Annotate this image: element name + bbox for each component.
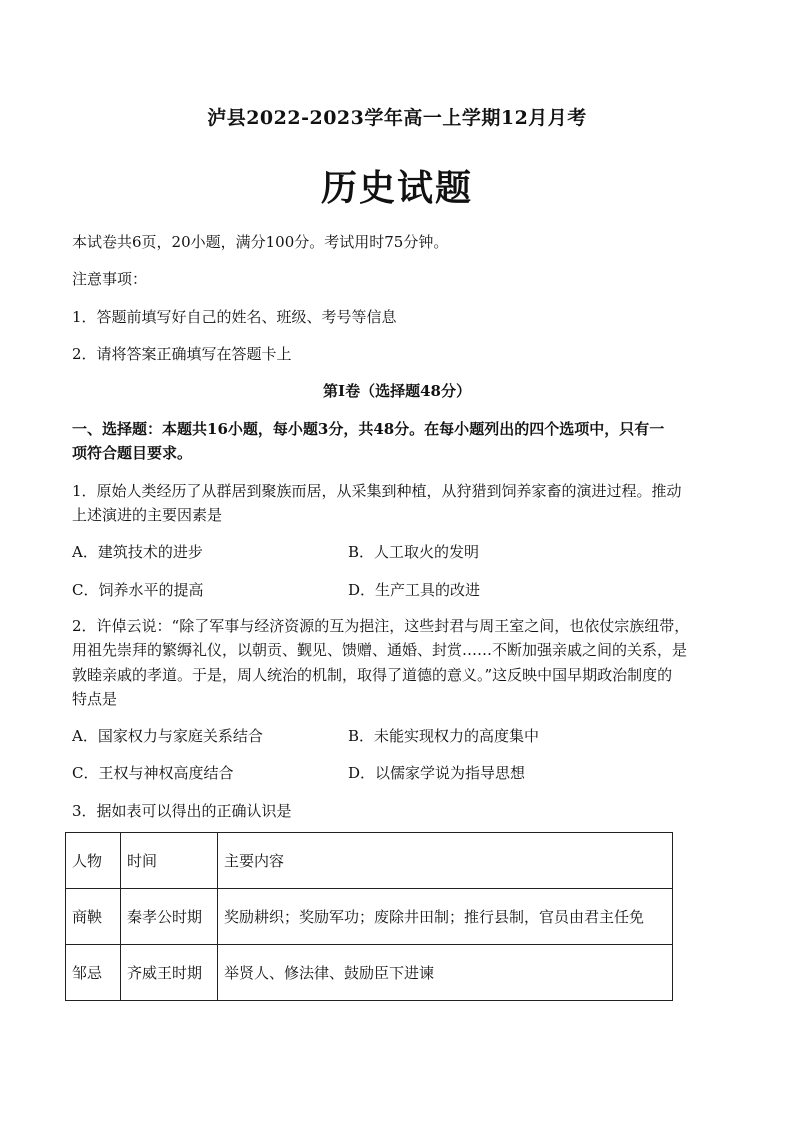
table-cell: 秦孝公时期 — [121, 889, 218, 945]
section-instruction-line: 项符合题目要求。 — [72, 444, 193, 462]
table-cell: 齐威王时期 — [121, 945, 218, 1001]
question-2-option-b: B．未能实现权力的高度集中 — [348, 727, 540, 745]
question-1-option-a: A．建筑技术的进步 — [72, 543, 203, 561]
exam-title: 历史试题 — [320, 167, 473, 209]
section-instruction-line: 一、选择题：本题共16小题，每小题3分，共48分。在每小题列出的四个选项中，只有一 — [72, 420, 665, 438]
question-2-line: 用祖先崇拜的繁缛礼仪，以朝贡、觐见、馈赠、通婚、封赏……不断加强亲戚之间的关系，是 — [72, 641, 688, 659]
section-heading: 第I卷（选择题48分） — [323, 382, 471, 400]
table-row — [66, 889, 673, 945]
notice-item: 1．答题前填写好自己的姓名、班级、考号等信息 — [72, 308, 397, 326]
question-2-line: 敦睦亲戚的孝道。于是，周人统治的机制，取得了道德的意义。”这反映中国早期政治制度的 — [72, 666, 673, 684]
exam-info: 本试卷共6页，20小题，满分100分。考试用时75分钟。 — [72, 233, 449, 251]
notice-label: 注意事项： — [72, 270, 148, 288]
question-2-option-c: C．王权与神权高度结合 — [72, 764, 234, 782]
question-2-line: 特点是 — [72, 690, 118, 708]
question-2-option-d: D．以儒家学说为指导思想 — [348, 764, 526, 782]
table-cell: 邹忌 — [66, 945, 121, 1001]
question-1-option-d: D．生产工具的改进 — [348, 581, 481, 599]
table-header-row — [66, 833, 673, 889]
question-1-line: 1．原始人类经历了从群居到聚族而居，从采集到种植，从狩猎到饲养家畜的演进过程。推动 — [72, 482, 682, 500]
exam-subtitle: 泸县2022-2023学年高一上学期12月月考 — [207, 107, 587, 129]
question-1-option-b: B．人工取火的发明 — [348, 543, 480, 561]
reform-table — [65, 832, 673, 1001]
table-header-cell: 时间 — [121, 833, 218, 889]
question-1-option-c: C．饲养水平的提高 — [72, 581, 204, 599]
table-cell: 奖励耕织；奖励军功；废除井田制；推行县制，官员由君主任免 — [218, 889, 673, 945]
table-row — [66, 945, 673, 1001]
table-cell: 举贤人、修法律、鼓励臣下进谏 — [218, 945, 673, 1001]
question-2-line: 2．许倬云说：“除了军事与经济资源的互为挹注，这些封君与周王室之间，也依仗宗族纽带， — [72, 617, 690, 635]
table-header-cell: 主要内容 — [218, 833, 673, 889]
table-cell: 商鞅 — [66, 889, 121, 945]
table-header-cell: 人物 — [66, 833, 121, 889]
notice-item: 2．请将答案正确填写在答题卡上 — [72, 345, 292, 363]
question-2-option-a: A．国家权力与家庭关系结合 — [72, 727, 263, 745]
question-1-line: 上述演进的主要因素是 — [72, 506, 223, 524]
question-3-line: 3．据如表可以得出的正确认识是 — [72, 802, 292, 820]
